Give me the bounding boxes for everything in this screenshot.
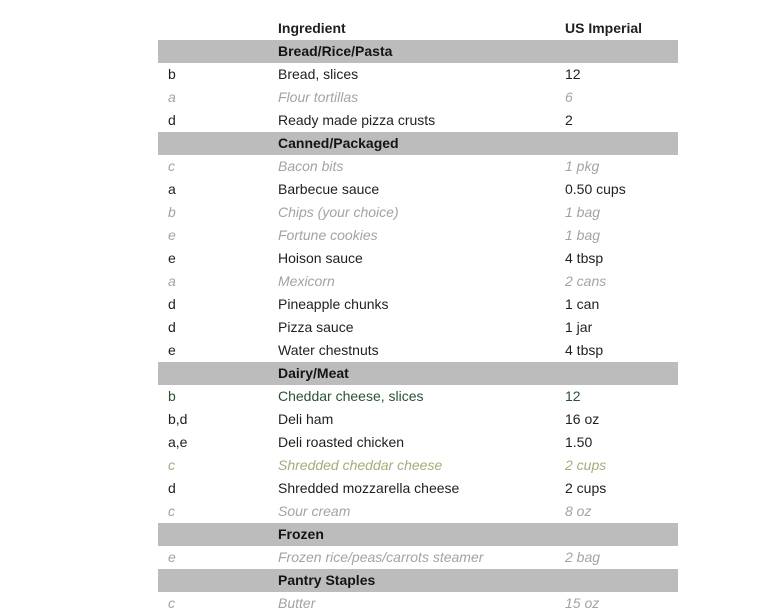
cell-quantity: 1 bag: [565, 204, 601, 220]
cell-ingredient: Pizza sauce: [278, 319, 354, 335]
table-row: [0, 293, 783, 316]
cell-code: b: [168, 388, 176, 404]
table-row: [0, 454, 783, 477]
section-title: Dairy/Meat: [278, 365, 349, 381]
cell-quantity: 4 tbsp: [565, 342, 604, 358]
cell-code: d: [168, 296, 176, 312]
cell-ingredient: Barbecue sauce: [278, 181, 380, 197]
cell-code: b,d: [168, 411, 188, 427]
cell-code: a: [168, 273, 176, 289]
cell-quantity: 2 cans: [565, 273, 607, 289]
cell-ingredient: Cheddar cheese, slices: [278, 388, 424, 404]
column-header-us-imperial: US Imperial: [565, 20, 643, 36]
cell-quantity: 1 can: [565, 296, 600, 312]
cell-ingredient: Bacon bits: [278, 158, 344, 174]
table-body: [0, 40, 783, 615]
cell-ingredient: Mexicorn: [278, 273, 335, 289]
cell-quantity: 1 jar: [565, 319, 593, 335]
cell-code: c: [168, 503, 175, 519]
cell-quantity: 6: [565, 89, 573, 105]
table-row: [0, 86, 783, 109]
table-row: [0, 431, 783, 454]
cell-code: c: [168, 158, 175, 174]
cell-code: e: [168, 250, 176, 266]
cell-ingredient: Shredded cheddar cheese: [278, 457, 443, 473]
table-row: [0, 316, 783, 339]
cell-ingredient: Deli roasted chicken: [278, 434, 405, 450]
cell-quantity: 2 cups: [565, 457, 607, 473]
cell-ingredient: Frozen rice/peas/carrots steamer: [278, 549, 484, 565]
cell-code: d: [168, 319, 176, 335]
cell-quantity: 1.50: [565, 434, 593, 450]
cell-code: e: [168, 342, 176, 358]
cell-code: b: [168, 66, 176, 82]
cell-code: b: [168, 204, 176, 220]
cell-ingredient: Fortune cookies: [278, 227, 378, 243]
cell-code: a,e: [168, 434, 188, 450]
cell-ingredient: Butter: [278, 595, 316, 611]
table-row: [0, 178, 783, 201]
cell-ingredient: Hoison sauce: [278, 250, 363, 266]
cell-ingredient: Chips (your choice): [278, 204, 399, 220]
cell-code: d: [168, 480, 176, 496]
cell-code: e: [168, 549, 176, 565]
cell-quantity: 1 bag: [565, 227, 601, 243]
section-title: Frozen: [278, 526, 324, 542]
table-row: [0, 408, 783, 431]
cell-quantity: 2 bag: [565, 549, 601, 565]
cell-quantity: 4 tbsp: [565, 250, 604, 266]
cell-quantity: 16 oz: [565, 411, 600, 427]
cell-ingredient: Bread, slices: [278, 66, 359, 82]
cell-quantity: 8 oz: [565, 503, 592, 519]
column-header-ingredient: Ingredient: [278, 20, 346, 36]
section-header-row: [158, 523, 678, 546]
cell-quantity: 2: [565, 112, 573, 128]
cell-quantity: 0.50 cups: [565, 181, 626, 197]
cell-quantity: 15 oz: [565, 595, 600, 611]
cell-quantity: 12: [565, 66, 581, 82]
cell-ingredient: Flour tortillas: [278, 89, 359, 105]
section-title: Canned/Packaged: [278, 135, 399, 151]
cell-code: c: [168, 457, 175, 473]
cell-code: a: [168, 89, 176, 105]
table-row: [0, 201, 783, 224]
table-row: [0, 224, 783, 247]
cell-code: d: [168, 112, 176, 128]
table-row: [0, 500, 783, 523]
table-row: [0, 546, 783, 569]
table-row: [0, 109, 783, 132]
table-row: [0, 270, 783, 293]
cell-ingredient: Shredded mozzarella cheese: [278, 480, 460, 496]
cell-quantity: 12: [565, 388, 581, 404]
section-header-row: [158, 569, 678, 592]
cell-ingredient: Pineapple chunks: [278, 296, 389, 312]
section-title: Pantry Staples: [278, 572, 376, 588]
cell-code: c: [168, 595, 175, 611]
table-header-row: [0, 0, 783, 40]
table-row: [0, 385, 783, 408]
cell-ingredient: Deli ham: [278, 411, 334, 427]
cell-ingredient: Ready made pizza crusts: [278, 112, 436, 128]
section-header-row: [158, 40, 678, 63]
table-row: [0, 155, 783, 178]
table-row: [0, 477, 783, 500]
table-row: [0, 592, 783, 615]
section-header-row: [158, 132, 678, 155]
table-row: [0, 339, 783, 362]
cell-quantity: 1 pkg: [565, 158, 600, 174]
table-row: [0, 247, 783, 270]
cell-ingredient: Water chestnuts: [278, 342, 379, 358]
section-title: Bread/Rice/Pasta: [278, 43, 393, 59]
cell-ingredient: Sour cream: [278, 503, 351, 519]
cell-code: e: [168, 227, 176, 243]
cell-quantity: 2 cups: [565, 480, 607, 496]
section-header-row: [158, 362, 678, 385]
table-row: [0, 63, 783, 86]
cell-code: a: [168, 181, 176, 197]
